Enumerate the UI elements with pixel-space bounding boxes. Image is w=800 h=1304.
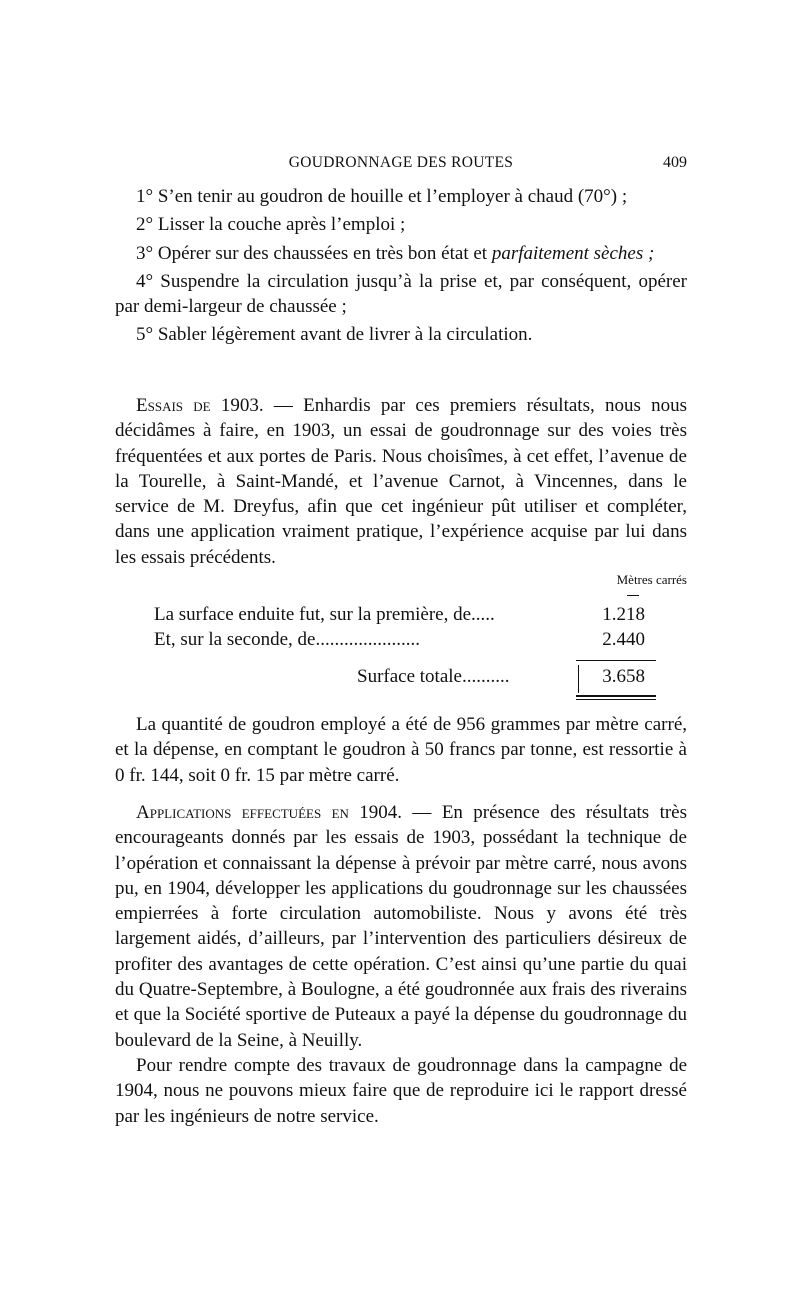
applications-paragraph bbox=[115, 800, 687, 1129]
list-item-text: 3° Opérer sur des chaussées en très bon état et bbox=[136, 242, 492, 264]
table-unit-header: Mètres carrés bbox=[616, 572, 687, 587]
sum-rule bbox=[576, 660, 656, 661]
table-total-value: 3.658 bbox=[602, 666, 645, 687]
recommendation-list bbox=[115, 184, 687, 348]
total-rule bbox=[576, 699, 656, 700]
table-row-label: Et, sur la seconde, de...................... bbox=[154, 629, 420, 650]
paragraph-text: — Enhardis par ces premiers résultats, nous nous décidâmes à faire, en 1903, un essai de goudronnage sur des voies très fréquentées et aux portes de Paris. Nous choisîmes, à cet effet, l’avenue de la Tourelle, à Saint-Mandé, et l’avenue Carnot, à Vincennes, dans le service de M. Dreyfus, afin que cet ingénieur pût utiliser et compléter, dans une application vraiment pratique, l’expérience acquise par lui dans les essais précédents. bbox=[115, 395, 688, 568]
list-item bbox=[115, 241, 687, 266]
emphasis-text: parfaitement sèches ; bbox=[491, 242, 655, 264]
paragraph-text: Pour rendre compte des travaux de goudronnage dans la campagne de 1904, nous ne pouvons mieux faire que de reproduire ici le rapport dressé par les ingénieurs de notre service. bbox=[115, 1054, 687, 1127]
quantite-paragraph bbox=[115, 712, 687, 788]
table-total-label: Surface totale.......... bbox=[357, 666, 510, 687]
table-row-label: La surface enduite fut, sur la première, de..... bbox=[154, 604, 495, 625]
total-bracket bbox=[578, 665, 579, 693]
list-item: 5° Sabler légèrement avant de livrer à la circulation. bbox=[136, 324, 533, 346]
list-item: 4° Suspendre la circulation jusqu’à la prise et, par conséquent, opérer par demi-largeur de chaussée ; bbox=[115, 270, 687, 318]
essais-paragraph bbox=[115, 393, 687, 570]
section-heading: Applications effectuées en 1904. bbox=[136, 802, 403, 823]
list-item: 2° Lisser la couche après l’emploi ; bbox=[136, 214, 406, 236]
table-row-value: 1.218 bbox=[602, 604, 645, 625]
paragraph-text: La quantité de goudron employé a été de 956 grammes par mètre carré, et la dépense, en comptant le goudron à 50 francs par tonne, est ressortie à 0 fr. 144, soit 0 fr. 15 par mètre carré. bbox=[115, 714, 687, 786]
paragraph-text: — En présence des résultats très encourageants donnés par les essais de 1903, possédant la technique de l’opération et connaissant la dépense à prévoir par mètre carré, nous avons pu, en 1904, développer les applications du goudronnage sur les chaussées empierrées à forte circulation automobiliste. Nous y avons été très largement aidés, d’ailleurs, par l’intervention des particuliers désireux de profiter des avantages de cette opération. C’est ainsi qu’une partie du quai du Quatre-Septembre, à Boulogne, a été goudronnée aux frais des riverains et que la Société sportive de Puteaux a payé la dépense du goudronnage du boulevard de la Seine, à Neuilly. bbox=[115, 802, 687, 1051]
total-rule bbox=[576, 695, 656, 697]
running-title: GOUDRONNAGE DES ROUTES bbox=[288, 154, 514, 171]
table-row-value: 2.440 bbox=[602, 629, 645, 650]
page-number: 409 bbox=[663, 154, 687, 171]
page-header bbox=[115, 154, 687, 178]
section-heading: Essais de 1903. bbox=[136, 395, 264, 416]
table-dash bbox=[627, 595, 639, 596]
list-item: 1° S’en tenir au goudron de houille et l’employer à chaud (70°) ; bbox=[136, 186, 628, 207]
